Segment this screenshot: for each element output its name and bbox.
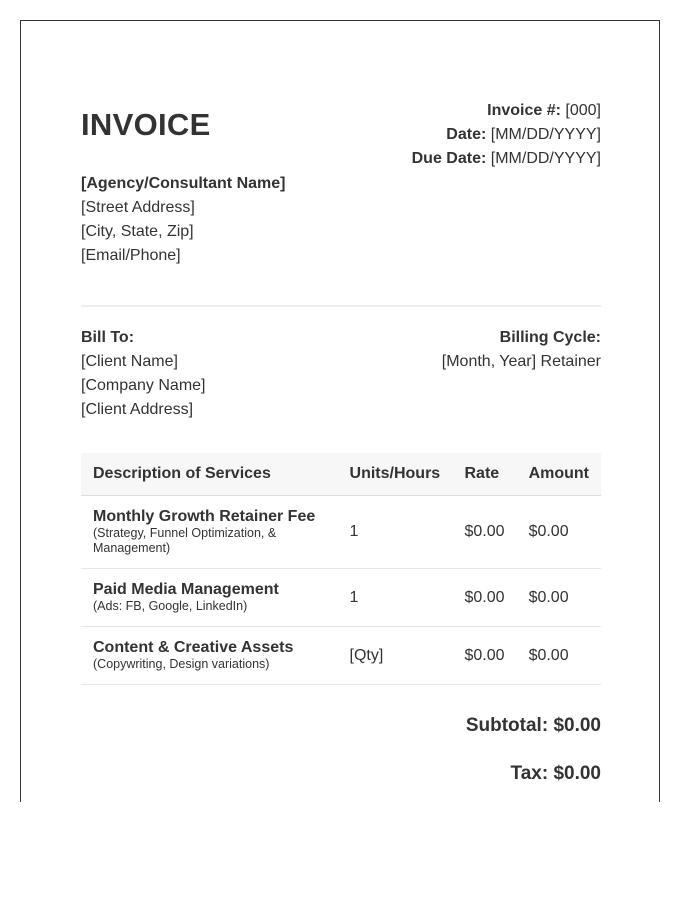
rate-cell: $0.00 bbox=[453, 627, 517, 685]
subtotal: Subtotal: $0.00 bbox=[465, 715, 601, 736]
service-description-cell bbox=[81, 496, 338, 569]
table-row bbox=[81, 627, 601, 685]
invoice-page bbox=[20, 20, 660, 802]
section-divider bbox=[81, 305, 601, 307]
bill-to-label: Bill To: bbox=[81, 329, 135, 346]
table-header-row bbox=[81, 453, 601, 496]
invoice-date-label: Date: bbox=[446, 126, 487, 143]
invoice-title: INVOICE bbox=[81, 107, 211, 142]
totals-block bbox=[466, 714, 601, 810]
sender-block bbox=[81, 172, 285, 268]
service-detail: (Copywriting, Design variations) bbox=[93, 657, 270, 671]
amount-cell: $0.00 bbox=[517, 627, 601, 685]
sender-city: [City, State, Zip] bbox=[81, 223, 194, 240]
service-name: Paid Media Management bbox=[93, 581, 279, 598]
header-units: Units/Hours bbox=[338, 453, 453, 496]
tax: Tax: $0.00 bbox=[510, 763, 601, 784]
amount-cell: $0.00 bbox=[517, 569, 601, 627]
service-description-cell bbox=[81, 627, 338, 685]
invoice-date-line bbox=[412, 123, 601, 147]
client-company: [Company Name] bbox=[81, 377, 206, 394]
rate-cell: $0.00 bbox=[453, 496, 517, 569]
billing-cycle-label: Billing Cycle: bbox=[499, 329, 601, 346]
billing-cycle-block bbox=[442, 326, 601, 374]
service-name: Monthly Growth Retainer Fee bbox=[93, 508, 316, 525]
amount-cell: $0.00 bbox=[517, 496, 601, 569]
service-description-cell bbox=[81, 569, 338, 627]
due-date-line bbox=[412, 147, 601, 171]
billing-cycle-value: [Month, Year] Retainer bbox=[441, 353, 601, 370]
units-cell: [Qty] bbox=[338, 627, 453, 685]
invoice-number-value: [000] bbox=[565, 102, 601, 119]
invoice-number-line bbox=[412, 99, 601, 123]
rate-cell: $0.00 bbox=[453, 569, 517, 627]
services-table bbox=[81, 453, 601, 685]
table-row bbox=[81, 569, 601, 627]
sender-street: [Street Address] bbox=[81, 199, 195, 216]
service-detail: (Strategy, Funnel Optimization, & Management) bbox=[93, 526, 277, 555]
invoice-meta bbox=[412, 99, 601, 171]
invoice-date-value: [MM/DD/YYYY] bbox=[490, 126, 601, 143]
sender-contact: [Email/Phone] bbox=[81, 247, 181, 264]
service-detail: (Ads: FB, Google, LinkedIn) bbox=[93, 599, 248, 613]
header-rate: Rate bbox=[453, 453, 517, 496]
due-date-value: [MM/DD/YYYY] bbox=[490, 150, 601, 167]
service-name: Content & Creative Assets bbox=[93, 639, 294, 656]
header-amount: Amount bbox=[517, 453, 601, 496]
invoice-number-label: Invoice #: bbox=[487, 102, 561, 119]
units-cell: 1 bbox=[338, 496, 453, 569]
units-cell: 1 bbox=[338, 569, 453, 627]
header-description: Description of Services bbox=[81, 453, 338, 496]
sender-name: [Agency/Consultant Name] bbox=[81, 175, 286, 192]
client-address: [Client Address] bbox=[81, 401, 194, 418]
due-date-label: Due Date: bbox=[411, 150, 487, 167]
bill-to-block bbox=[81, 326, 206, 422]
table-row bbox=[81, 496, 601, 569]
client-name: [Client Name] bbox=[81, 353, 178, 370]
